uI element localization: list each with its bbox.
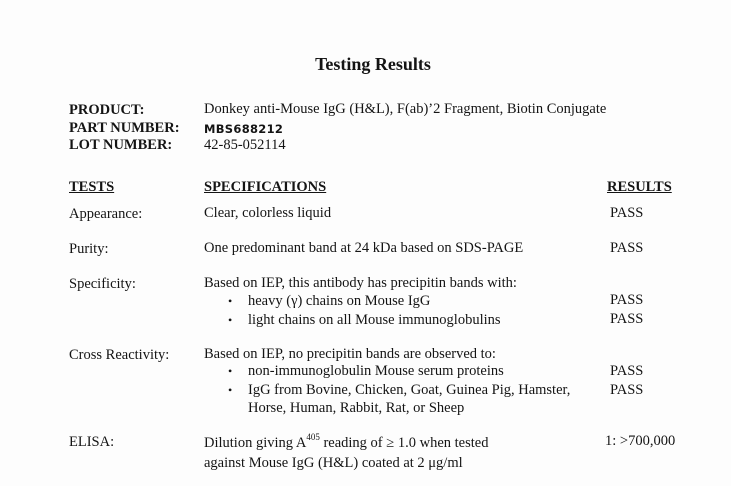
cross-reactivity-spec: Based on IEP, no precipitin bands are observed to: [204,346,496,362]
bullet-icon: • [228,294,233,308]
cross-reactivity-result-1: PASS [610,363,644,379]
cross-reactivity-test: Cross Reactivity: [69,347,170,363]
cross-reactivity-bullet-2: IgG from Bovine, Chicken, Goat, Guinea Pig, Hamster, [248,382,571,398]
specificity-spec: Based on IEP, this antibody has precipitin bands with: [204,275,517,291]
specificity-bullet-1: heavy (γ) chains on Mouse IgG [248,293,431,309]
elisa-spec [204,433,488,452]
purity-spec: One predominant band at 24 kDa based on SDS-PAGE [204,240,524,256]
tests-header: TESTS [69,179,115,195]
bullet-icon: • [228,313,233,327]
product-label: PRODUCT: [69,102,145,118]
elisa-spec-prefix: Dilution giving A [204,434,307,451]
cross-reactivity-result-2: PASS [610,382,644,398]
specificity-test: Specificity: [69,276,136,292]
purity-test: Purity: [69,241,109,257]
purity-result: PASS [610,240,644,256]
elisa-spec-line-2: against Mouse IgG (H&L) coated at 2 μg/ml [204,455,463,471]
results-header: RESULTS [607,179,672,195]
bullet-icon: • [228,383,233,397]
part-number-value: MBS688212 [204,122,284,136]
specifications-header: SPECIFICATIONS [204,179,327,195]
cross-reactivity-bullet-1: non-immunoglobulin Mouse serum proteins [248,363,504,379]
appearance-spec: Clear, colorless liquid [204,205,332,221]
elisa-result: 1: >700,000 [605,433,676,449]
specificity-result-2: PASS [610,311,644,327]
part-number-label: PART NUMBER: [69,120,180,136]
specificity-result-1: PASS [610,292,644,308]
elisa-spec-suffix: reading of ≥ 1.0 when tested [319,434,489,451]
specificity-bullet-2: light chains on all Mouse immunoglobulins [248,312,501,328]
appearance-result: PASS [610,205,644,221]
bullet-icon: • [228,364,233,378]
page-title: Testing Results [315,54,431,74]
elisa-test: ELISA: [69,434,115,450]
lot-number-label: LOT NUMBER: [69,137,173,153]
product-value: Donkey anti-Mouse IgG (H&L), F(ab)’2 Fragment, Biotin Conjugate [204,101,607,117]
cross-reactivity-bullet-2-line-2: Horse, Human, Rabbit, Rat, or Sheep [248,400,465,416]
elisa-spec-superscript: 405 [306,432,320,442]
appearance-test: Appearance: [69,206,143,222]
lot-number-value: 42-85-052114 [204,137,286,153]
